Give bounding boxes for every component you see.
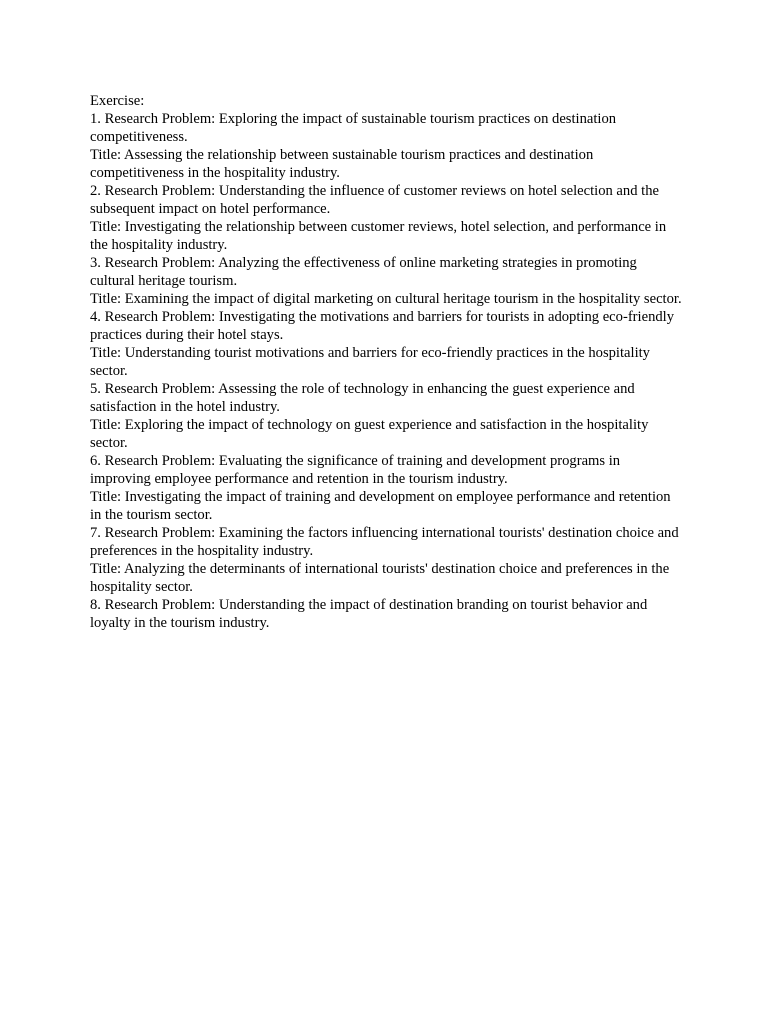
research-title-5: Title: Exploring the impact of technology on guest experience and satisfaction in the hospitality sector. — [90, 417, 649, 451]
exercise-heading: Exercise: — [90, 93, 145, 109]
research-problem-4: 4. Research Problem: Investigating the motivations and barriers for tourists in adopting eco-friendly practices during their hotel stays. — [90, 309, 675, 343]
research-title-6: Title: Investigating the impact of training and development on employee performance and retention in the tourism sector. — [90, 489, 671, 523]
research-title-3: Title: Examining the impact of digital marketing on cultural heritage tourism in the hospitality sector. — [90, 291, 682, 307]
research-title-2: Title: Investigating the relationship between customer reviews, hotel selection, and performance in the hospitality industry. — [90, 219, 667, 253]
research-problem-3: 3. Research Problem: Analyzing the effectiveness of online marketing strategies in promoting cultural heritage tourism. — [90, 255, 637, 289]
research-problem-2: 2. Research Problem: Understanding the influence of customer reviews on hotel selection and the subsequent impact on hotel performance. — [90, 183, 659, 217]
research-problem-6: 6. Research Problem: Evaluating the significance of training and development programs in improving employee performance and retention in the tourism industry. — [90, 453, 621, 487]
research-problem-8: 8. Research Problem: Understanding the impact of destination branding on tourist behavior and loyalty in the tourism industry. — [90, 597, 648, 631]
research-title-4: Title: Understanding tourist motivations and barriers for eco-friendly practices in the hospitality sector. — [90, 345, 650, 379]
research-problem-7: 7. Research Problem: Examining the factors influencing international tourists' destination choice and preferences in the hospitality industry. — [90, 525, 679, 559]
research-problem-5: 5. Research Problem: Assessing the role of technology in enhancing the guest experience and satisfaction in the hotel industry. — [90, 381, 635, 415]
document-page — [90, 92, 682, 632]
research-title-7: Title: Analyzing the determinants of international tourists' destination choice and preferences in the hospitality sector. — [90, 561, 670, 595]
research-title-1: Title: Assessing the relationship between sustainable tourism practices and destination competitiveness in the hospitality industry. — [90, 147, 594, 181]
research-problem-1: 1. Research Problem: Exploring the impact of sustainable tourism practices on destination competitiveness. — [90, 111, 617, 145]
